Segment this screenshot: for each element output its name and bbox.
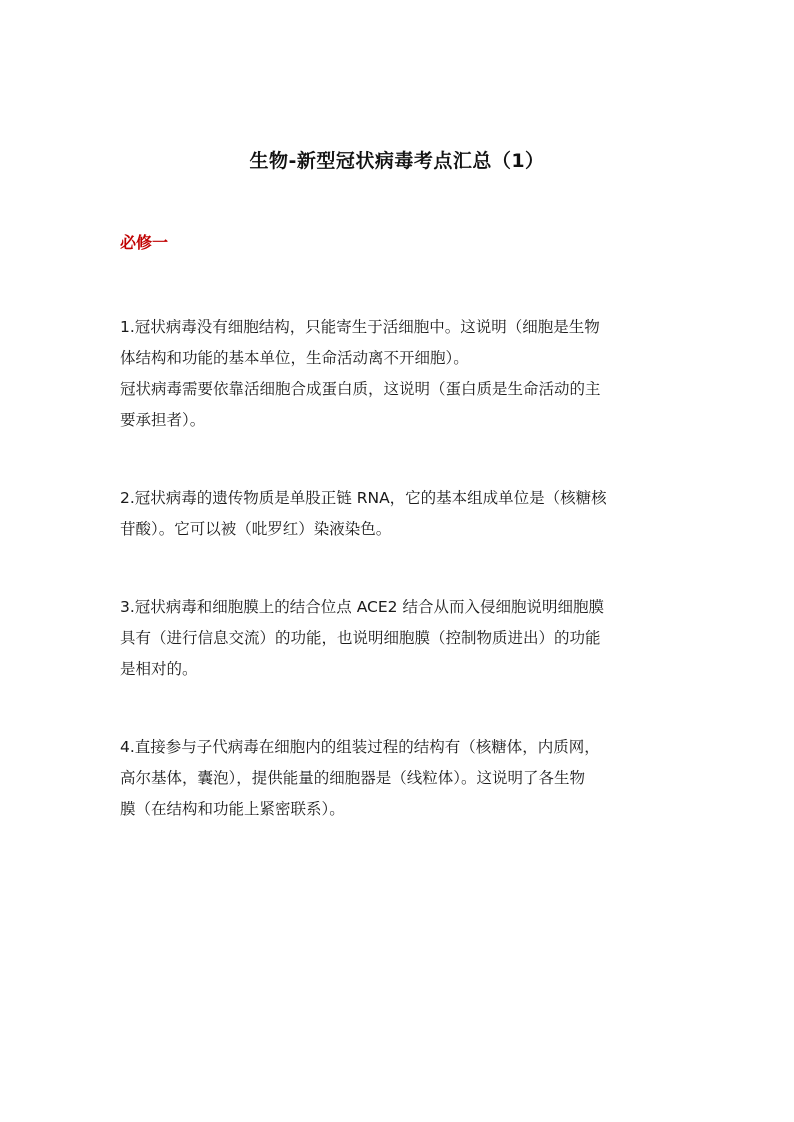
- paragraph-line: 是相对的。: [120, 660, 198, 678]
- paragraph-line: 苷酸）。它可以被（吡罗红）染液染色。: [120, 520, 392, 538]
- paragraph-line: 1.冠状病毒没有细胞结构，只能寄生于活细胞中。这说明（细胞是生物: [120, 318, 600, 336]
- paragraph-line: 冠状病毒需要依靠活细胞合成蛋白质，这说明（蛋白质是生命活动的主: [120, 380, 601, 398]
- paragraph-line: 高尔基体，囊泡），提供能量的细胞器是（线粒体）。这说明了各生物: [120, 769, 586, 787]
- paragraph-4: [120, 732, 680, 825]
- paragraph-line: 4.直接参与子代病毒在细胞内的组装过程的结构有（核糖体，内质网，: [120, 738, 600, 756]
- paragraph-1: [120, 312, 680, 436]
- paragraph-line: 具有（进行信息交流）的功能，也说明细胞膜（控制物质进出）的功能: [120, 629, 601, 647]
- paragraph-line: 3.冠状病毒和细胞膜上的结合位点 ACE2 结合从而入侵细胞说明细胞膜: [120, 598, 604, 616]
- document-body: [120, 312, 680, 825]
- paragraph-line: 要承担者）。: [120, 411, 206, 429]
- paragraph-2: [120, 483, 680, 545]
- section-heading: 必修一: [120, 233, 169, 252]
- paragraph-3: [120, 592, 680, 685]
- paragraph-line: 膜（在结构和功能上紧密联系）。: [120, 800, 345, 818]
- paragraph-line: 体结构和功能的基本单位，生命活动离不开细胞）。: [120, 349, 469, 367]
- paragraph-line: 2.冠状病毒的遗传物质是单股正链 RNA，它的基本组成单位是（核糖核: [120, 489, 607, 507]
- page-title: 生物-新型冠状病毒考点汇总（1）: [249, 150, 545, 172]
